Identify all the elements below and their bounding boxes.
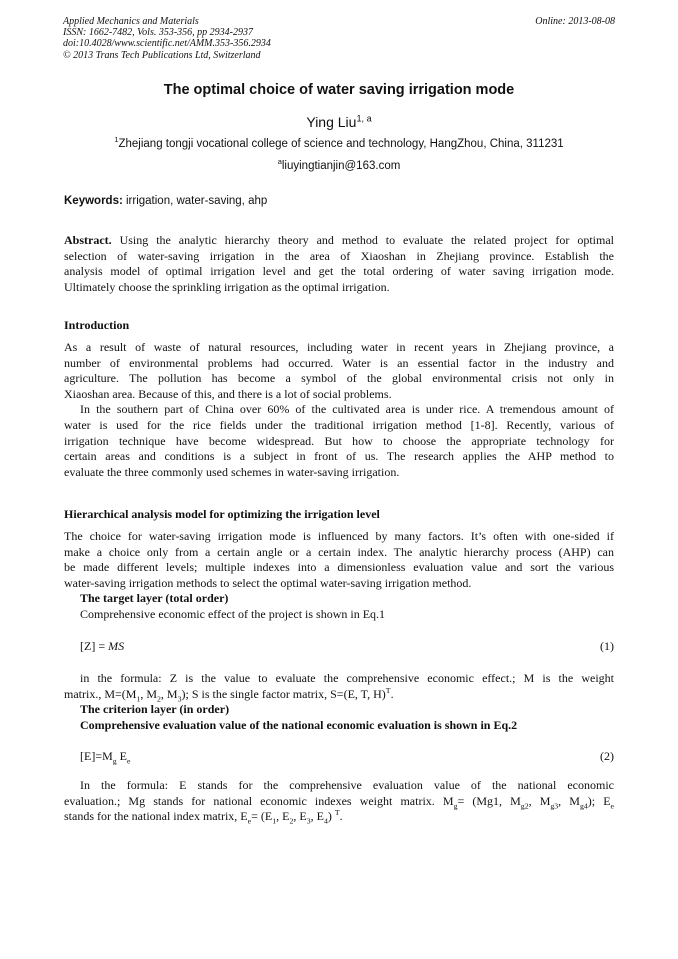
affiliation-sup: 1	[114, 135, 119, 145]
eq2-text: stands for the national index matrix, E	[64, 809, 248, 824]
eq1-lhs: [Z]	[80, 639, 96, 653]
eq2-explanation	[64, 778, 614, 825]
abstract-label: Abstract.	[64, 233, 112, 247]
paper-title: The optimal choice of water saving irrigation mode	[163, 82, 515, 98]
eq1-expl-line2	[64, 687, 614, 703]
eq2-text: , M	[528, 793, 551, 808]
eq2-text: E	[116, 749, 128, 763]
equation-2	[80, 749, 614, 764]
eq1-number: (1)	[600, 639, 614, 653]
email-sup: a	[277, 157, 282, 167]
author-line	[63, 114, 615, 130]
intro-line: In the southern part of China over 60% of the cultivated area is under rice. A tremendous amount of	[80, 402, 614, 417]
eq1-text: .	[390, 686, 394, 701]
affiliation	[63, 135, 615, 150]
eq2-expl-line3	[64, 809, 614, 825]
hierarchy-heading: Hierarchical analysis model for optimizing the irrigation level	[64, 507, 380, 521]
eq1-explanation	[64, 671, 614, 733]
criterion-layer-heading: The criterion layer (in order)	[80, 702, 230, 717]
eq2-text: , E	[310, 809, 324, 824]
eq1-text: , M	[160, 686, 178, 701]
subscript: g	[453, 800, 458, 810]
email	[63, 157, 615, 172]
eq2-expl-line: In the formula: E stands for the comprehensive evaluation value of the national economic	[80, 778, 614, 792]
subscript: 2	[289, 816, 294, 826]
subscript: 3	[306, 816, 311, 826]
eq1-text: ); S is the single factor matrix, S=(E, T, H)	[181, 686, 386, 701]
eq2-text: , E	[293, 809, 307, 824]
subscript: 4	[323, 816, 328, 826]
subscript: e	[610, 800, 614, 810]
abstract-line: Ultimately choose the sprinkling irrigation as the optimal irrigation.	[64, 279, 390, 294]
affiliation-text: Zhejiang tongji vocational college of science and technology, HangZhou, China, 311231	[118, 138, 564, 150]
author-sup: 1, a	[356, 113, 372, 124]
eq1-rhs: MS	[108, 639, 125, 653]
eq2-text: [E]=M	[80, 749, 113, 763]
intro-line: irrigation technique have become widespread. But how to choose the appropriate technology for	[64, 433, 614, 448]
eq2-text: = (Mg1, M	[457, 793, 521, 808]
hierarchy-line: be made different levels; multiple indexes into a dimensionless evaluation value and sort the various	[64, 560, 614, 575]
target-layer-text: Comprehensive economic effect of the project is shown in Eq.1	[80, 606, 386, 621]
email-text: liuyingtianjin@163.com	[281, 160, 401, 172]
subscript: 2	[157, 693, 161, 703]
superscript: T	[385, 685, 391, 695]
author-name: Ying Liu	[306, 114, 357, 130]
target-layer-heading: The target layer (total order)	[80, 591, 229, 606]
eq2-text: )	[327, 809, 335, 824]
intro-line: As a result of waste of natural resources, including water in recent years in Zhejiang province, a	[64, 340, 614, 354]
intro-line: water is used for the rice fields under the traditional irrigation method [1-8]. Recently, various of	[64, 417, 614, 432]
superscript: T	[334, 808, 340, 818]
hierarchy-p1	[64, 529, 614, 623]
subscript: 3	[177, 693, 182, 703]
hierarchy-line: The choice for water-saving irrigation mode is influenced by many factors. It’s often with one-sided if	[64, 529, 614, 543]
eq1-expl-line: in the formula: Z is the value to evaluate the comprehensive economic effect.; M is the weight	[80, 671, 614, 685]
eq1-equals: =	[95, 639, 109, 653]
intro-line: agriculture. The pollution has become a symbol of the global environmental crisis not only in	[64, 371, 614, 386]
hierarchy-line: make a choice only from a certain angle or a certain index. The analytic hierarchy process (AHP) can	[64, 544, 614, 559]
intro-line: evaluate the three commonly used schemes in water-saving irrigation.	[64, 464, 400, 479]
subscript: e	[247, 816, 252, 826]
subscript: g4	[579, 800, 588, 810]
subscript: g	[112, 756, 117, 766]
introduction-heading: Introduction	[64, 318, 130, 332]
eq1-text: matrix., M=(M	[64, 686, 137, 701]
eq2-number: (2)	[600, 749, 614, 763]
keywords-label: Keywords:	[64, 195, 123, 207]
abstract-line: selection of water-saving irrigation in the area of Xiaoshan in Zhejiang province. Establish the	[64, 248, 614, 263]
equation-1	[80, 639, 614, 654]
introduction-p1	[64, 340, 614, 480]
keywords-text: irrigation, water-saving, ahp	[122, 195, 268, 207]
eq2-text: , M	[558, 793, 580, 808]
copyright-line: © 2013 Trans Tech Publications Ltd, Switzerland	[63, 49, 261, 61]
abstract-line: Using the analytic hierarchy theory and method to evaluate the related project for optimal	[111, 233, 614, 247]
intro-line: number of environmental problems had occurred. Water is an essential factor in the industry and	[64, 355, 614, 370]
subscript: 1	[272, 816, 277, 826]
eq1-text: , M	[140, 686, 158, 701]
keywords	[64, 195, 616, 207]
eq2-text: = (E	[251, 809, 273, 824]
intro-line: Xiaoshan area. Because of this, and there is a lot of social problems.	[64, 386, 392, 401]
doi-line: doi:10.4028/www.scientific.net/AMM.353-356.2934	[63, 38, 271, 50]
intro-line: certain areas and conditions is a subject in front of us. The research applies the AHP method to	[64, 449, 614, 464]
eq2-text: ); E	[587, 793, 611, 808]
subscript: g3	[550, 800, 559, 810]
online-date: Online: 2013-08-08	[535, 16, 615, 27]
eq2-text: .	[339, 809, 343, 824]
eq2-expl-line2	[64, 794, 614, 810]
abstract-line: analysis model of optimal irrigation level and get the total ordering of water saving irrigation mode.	[64, 264, 614, 279]
criterion-layer-sub: Comprehensive evaluation value of the national economic evaluation is shown in Eq.2	[80, 717, 518, 732]
subscript: 1	[136, 693, 141, 703]
journal-name: Applied Mechanics and Materials	[63, 16, 199, 27]
subscript: e	[127, 756, 131, 766]
abstract	[64, 233, 614, 295]
journal-header	[63, 16, 615, 61]
subscript: g2	[520, 800, 529, 810]
eq2-text: evaluation.; Mg stands for national economic indexes weight matrix. M	[64, 793, 454, 808]
eq2-text: , E	[276, 809, 290, 824]
hierarchy-line: water-saving irrigation methods to select the optimal water-saving irrigation method.	[64, 575, 472, 590]
issn-line: ISSN: 1662-7482, Vols. 353-356, pp 2934-2937	[63, 27, 253, 39]
